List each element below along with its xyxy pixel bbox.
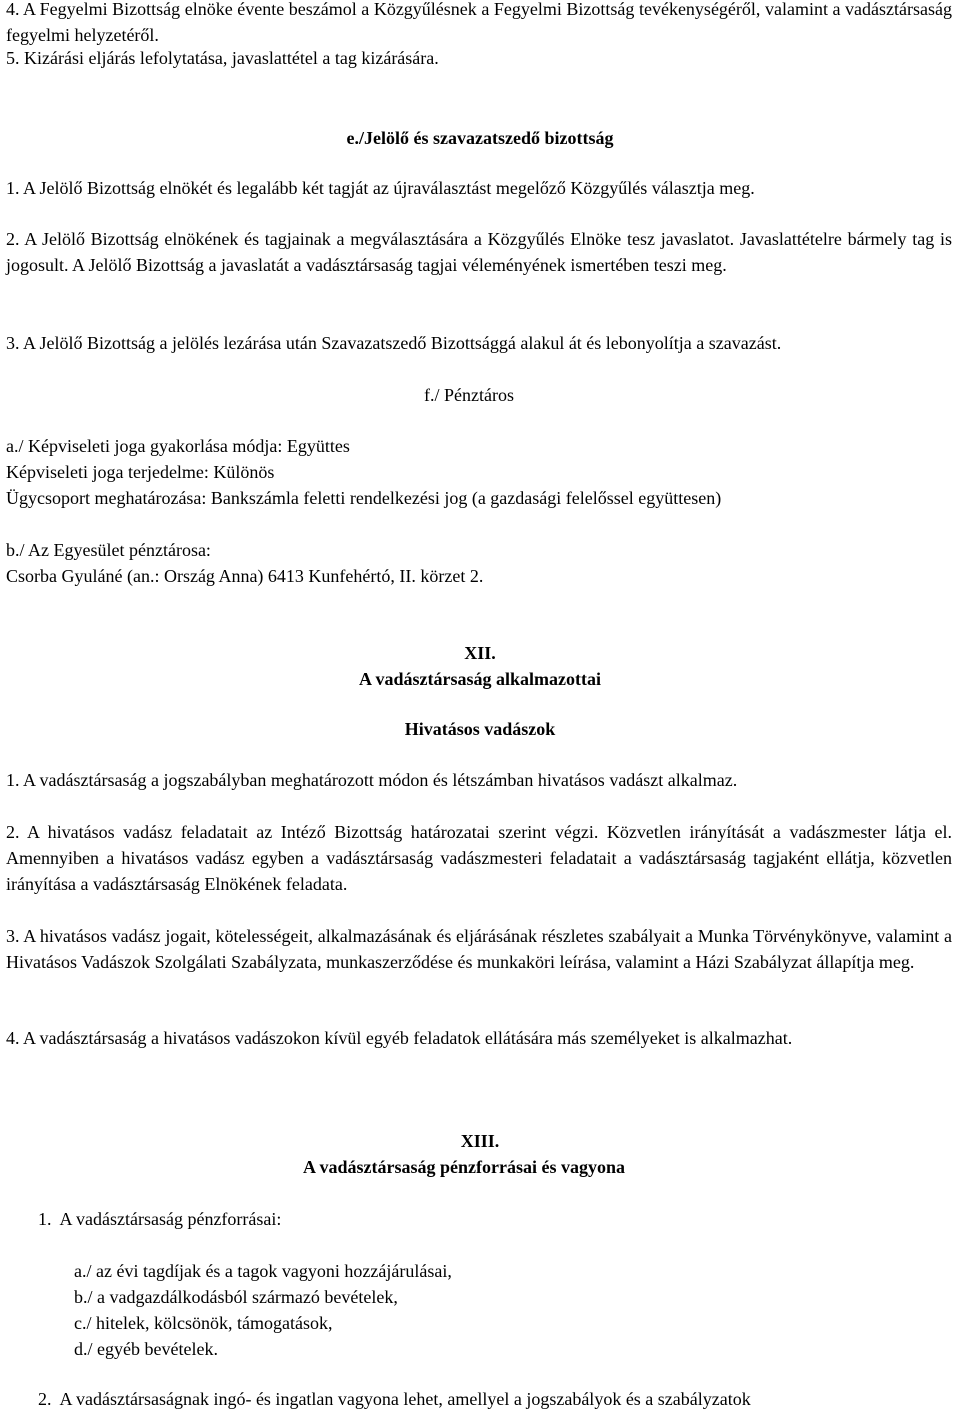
chapter-12-item-1: 1. A vadásztársaság a jogszabályban meghatározott módon és létszámban hivatásos vadászt alkalmaz. bbox=[6, 770, 738, 790]
chapter-12-number: XII. bbox=[464, 643, 496, 663]
chapter-12-item-3: 3. A hivatásos vadász jogait, kötelességeit, alkalmazásának és eljárásának részletes szabályait a Munka Törvénykönyve, valamint a Hivatásos Vadászok Szolgálati Szabályzata, munkaszerződése és munkaköri leírása, valamint a Házi Szabályzat állapítja meg. bbox=[6, 926, 952, 972]
chapter-12-title: A vadásztársaság alkalmazottai bbox=[359, 669, 601, 689]
chapter-12-subtitle: Hivatásos vadászok bbox=[404, 719, 556, 739]
list-item: a./ az évi tagdíjak és a tagok vagyoni hozzájárulásai, bbox=[74, 1261, 452, 1281]
list-item: d./ egyéb bevételek. bbox=[74, 1339, 218, 1359]
list-item: c./ hitelek, kölcsönök, támogatások, bbox=[74, 1313, 333, 1333]
fegyelmi-item-4: 4. A Fegyelmi Bizottság elnöke évente beszámol a Közgyűlésnek a Fegyelmi Bizottság tevékenységéről, valamint a vadásztársaság fegyelmi helyzetéről. bbox=[6, 0, 952, 45]
jelolo-item-1: 1. A Jelölő Bizottság elnökét és legalább két tagját az újraválasztást megelőző Közgyűlés választja meg. bbox=[6, 178, 755, 198]
funding-sources-list bbox=[74, 1258, 874, 1362]
chapter-13-item-1-label: 1. A vadásztársaság pénzforrásai: bbox=[38, 1209, 282, 1229]
penztaros-b-line-2: Csorba Gyuláné (an.: Ország Anna) 6413 Kunfehértó, II. körzet 2. bbox=[6, 566, 484, 586]
penztaros-a-line-3: Ügycsoport meghatározása: Bankszámla feletti rendelkezési jog (a gazdasági felelőssel együttesen) bbox=[6, 488, 722, 508]
section-title-jelolo: e./Jelölő és szavazatszedő bizottság bbox=[346, 128, 614, 148]
chapter-13-title: A vadásztársaság pénzforrásai és vagyona bbox=[303, 1157, 625, 1177]
jelolo-item-3: 3. A Jelölő Bizottság a jelölés lezárása után Szavazatszedő Bizottsággá alakul át és lebonyolítja a szavazást. bbox=[6, 333, 782, 353]
chapter-12-item-4: 4. A vadásztársaság a hivatásos vadászokon kívül egyéb feladatok ellátására más személyeket is alkalmazhat. bbox=[6, 1028, 793, 1048]
chapter-12-item-2: 2. A hivatásos vadász feladatait az Intéző Bizottság határozatai szerint végzi. Közvetlen irányítását a vadászmester látja el. Amennyiben a hivatásos vadász egyben a vadásztársaság vadászmesteri feladatait a vadásztársaság tagjaként ellátja, közvetlen irányítása a vadásztársaság Elnökének feladata. bbox=[6, 822, 952, 894]
chapter-13-item-2: 2. A vadásztársaságnak ingó- és ingatlan vagyona lehet, amellyel a jogszabályok és a szabályzatok bbox=[38, 1389, 751, 1409]
jelolo-item-2: 2. A Jelölő Bizottság elnökének és tagjainak a megválasztására a Közgyűlés Elnöke tesz javaslatot. Javaslattételre bármely tag is jogosult. A Jelölő Bizottság a javaslatát a vadásztársaság tagjai véleményének ismertében teszi meg. bbox=[6, 229, 952, 275]
fegyelmi-item-5: 5. Kizárási eljárás lefolytatása, javaslattétel a tag kizárására. bbox=[6, 48, 439, 68]
chapter-13-number: XIII. bbox=[460, 1131, 500, 1151]
list-item: b./ a vadgazdálkodásból származó bevételek, bbox=[74, 1287, 398, 1307]
section-title-penztaros: f./ Pénztáros bbox=[424, 385, 514, 405]
penztaros-b-line-1: b./ Az Egyesület pénztárosa: bbox=[6, 540, 211, 560]
penztaros-a-line-1: a./ Képviseleti joga gyakorlása módja: Együttes bbox=[6, 436, 350, 456]
penztaros-a-line-2: Képviseleti joga terjedelme: Különös bbox=[6, 462, 275, 482]
